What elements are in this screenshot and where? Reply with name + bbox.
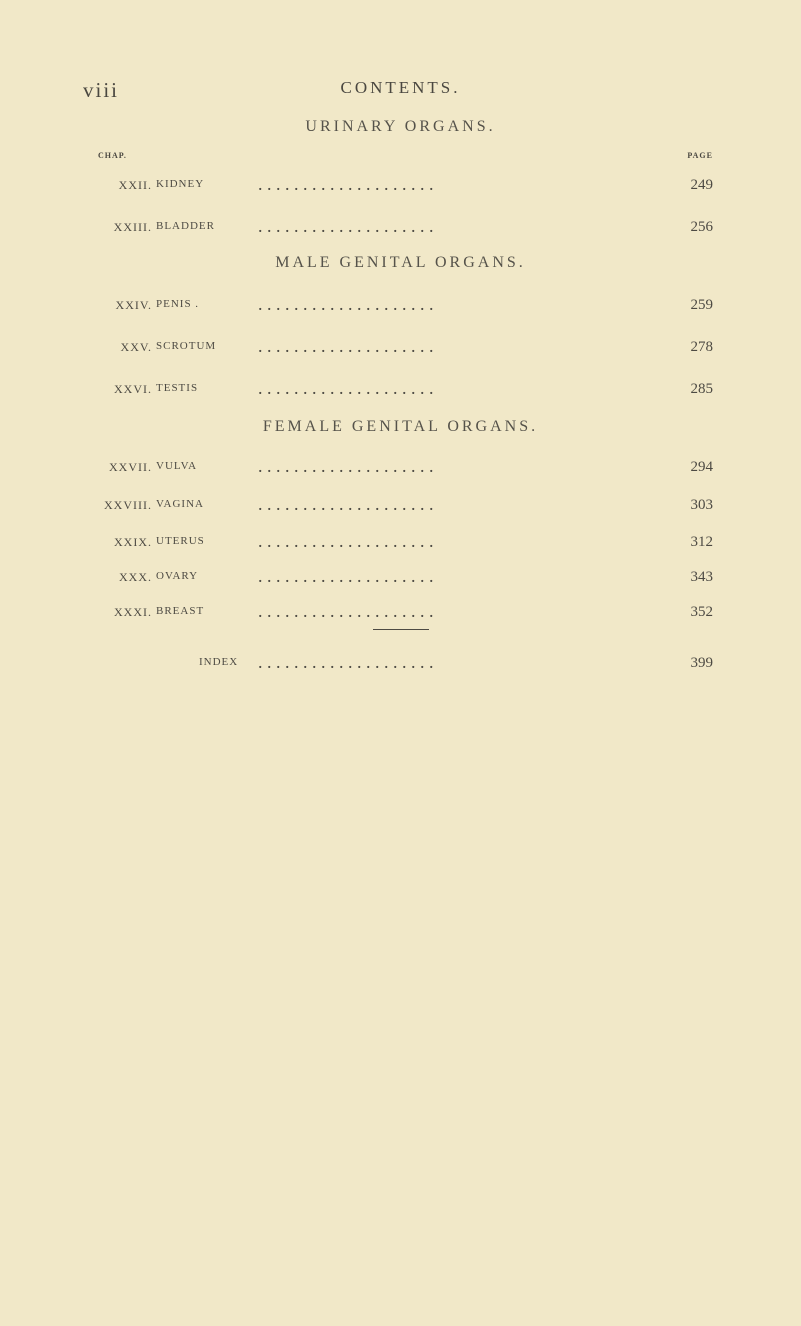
toc-entry bbox=[0, 216, 801, 240]
page-ref: 303 bbox=[690, 497, 713, 513]
page-ref: 352 bbox=[690, 604, 713, 620]
page-ref: 259 bbox=[690, 297, 713, 313]
chapter-title: SCROTUM bbox=[156, 340, 217, 352]
chapter-title: TESTIS bbox=[156, 382, 199, 394]
dot-leaders: . . . . . . . . . . . . . . . . . . . . bbox=[258, 336, 434, 356]
chapter-number: XXIX. bbox=[114, 535, 152, 549]
page-ref: 312 bbox=[690, 534, 713, 550]
page-ref: 343 bbox=[690, 569, 713, 585]
dot-leaders: . . . . . . . . . . . . . . . . . . . . bbox=[258, 566, 434, 586]
dot-leaders: . . . . . . . . . . . . . . . . . . . . bbox=[258, 456, 434, 476]
dot-leaders: . . . . . . . . . . . . . . . . . . . . bbox=[258, 216, 434, 236]
page-column-header: PAGE bbox=[687, 151, 713, 160]
toc-entry bbox=[0, 456, 801, 480]
chapter-number: XXX. bbox=[119, 570, 152, 584]
toc-entry-index bbox=[0, 652, 801, 676]
page-ref: 256 bbox=[690, 219, 713, 235]
page-ref: 399 bbox=[690, 655, 713, 671]
chapter-title: BLADDER bbox=[156, 220, 215, 232]
dot-leaders: . . . . . . . . . . . . . . . . . . . . bbox=[258, 494, 434, 514]
chapter-title: VAGINA bbox=[156, 498, 204, 510]
page-number: viii bbox=[83, 78, 120, 102]
dot-leaders: . . . . . . . . . . . . . . . . . . . . bbox=[258, 652, 434, 672]
toc-entry bbox=[0, 494, 801, 518]
divider-rule bbox=[373, 629, 429, 630]
chapter-title: BREAST bbox=[156, 605, 205, 617]
chapter-number: XXII. bbox=[118, 178, 152, 192]
running-head: CONTENTS. bbox=[340, 78, 461, 97]
toc-entry bbox=[0, 531, 801, 555]
dot-leaders: . . . . . . . . . . . . . . . . . . . . bbox=[258, 174, 434, 194]
chapter-title: PENIS . bbox=[156, 298, 200, 310]
section-heading-male: MALE GENITAL ORGANS. bbox=[275, 254, 526, 271]
page-ref: 294 bbox=[690, 459, 713, 475]
toc-entry bbox=[0, 601, 801, 625]
chapter-number: XXVI. bbox=[114, 382, 152, 396]
dot-leaders: . . . . . . . . . . . . . . . . . . . . bbox=[258, 531, 434, 551]
section-heading-female: FEMALE GENITAL ORGANS. bbox=[262, 418, 539, 435]
chapter-number: XXIV. bbox=[115, 298, 152, 312]
index-title: INDEX bbox=[199, 656, 239, 668]
toc-entry bbox=[0, 566, 801, 590]
dot-leaders: . . . . . . . . . . . . . . . . . . . . bbox=[258, 378, 434, 398]
page-ref: 249 bbox=[690, 177, 713, 193]
dot-leaders: . . . . . . . . . . . . . . . . . . . . bbox=[258, 294, 434, 314]
chapter-number: XXIII. bbox=[113, 220, 152, 234]
section-heading-urinary: URINARY ORGANS. bbox=[305, 118, 496, 135]
chapter-title: KIDNEY bbox=[156, 178, 205, 190]
chapter-number: XXVIII. bbox=[104, 498, 152, 512]
page-ref: 278 bbox=[690, 339, 713, 355]
chapter-title: OVARY bbox=[156, 570, 199, 582]
chapter-title: VULVA bbox=[156, 460, 198, 472]
toc-entry bbox=[0, 294, 801, 318]
chapter-number: XXVII. bbox=[109, 460, 152, 474]
chapter-number: XXV. bbox=[120, 340, 152, 354]
page-ref: 285 bbox=[690, 381, 713, 397]
toc-entry bbox=[0, 378, 801, 402]
chapter-number: XXXI. bbox=[114, 605, 152, 619]
chapter-column-header: CHAP. bbox=[98, 151, 127, 160]
chapter-title: UTERUS bbox=[156, 535, 205, 547]
toc-entry bbox=[0, 174, 801, 198]
toc-entry bbox=[0, 336, 801, 360]
dot-leaders: . . . . . . . . . . . . . . . . . . . . bbox=[258, 601, 434, 621]
